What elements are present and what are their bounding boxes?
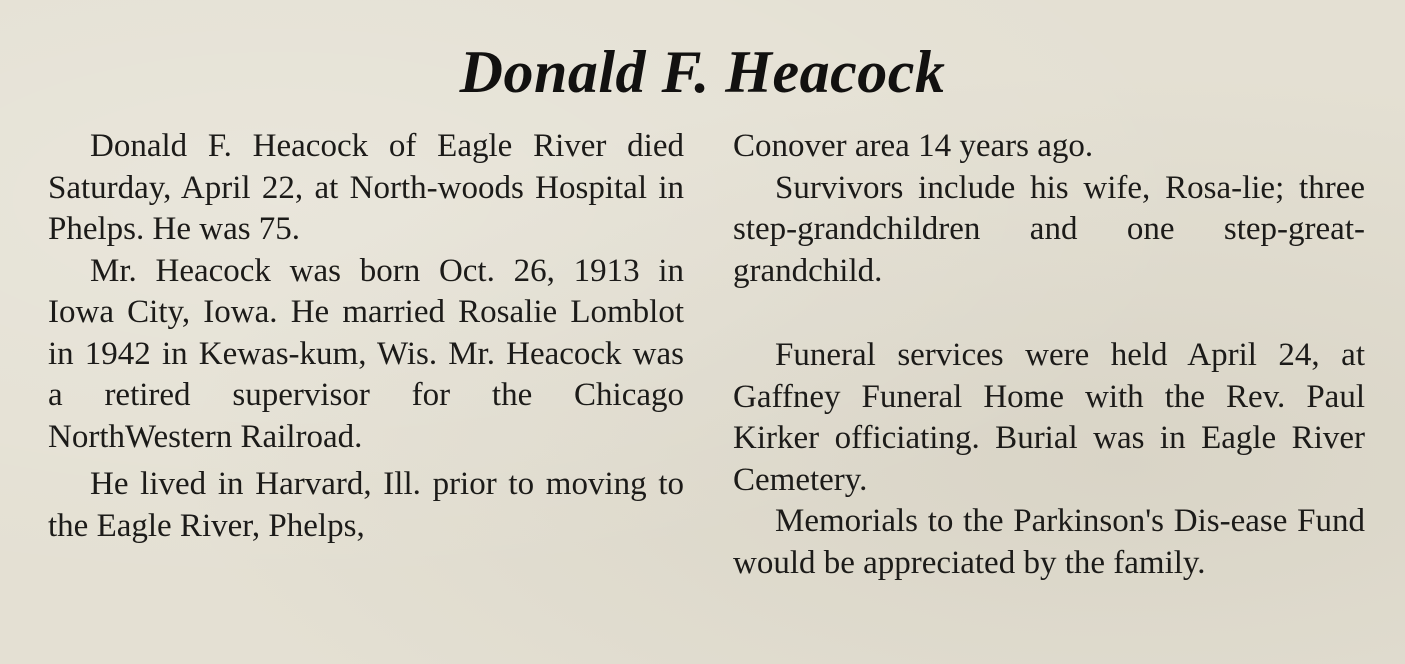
right-column	[733, 126, 1365, 584]
paragraph-death-notice: Donald F. Heacock of Eagle River died Saturday, April 22, at North-woods Hospital in Phelps. He was 75.	[48, 128, 684, 247]
paragraph-memorials: Memorials to the Parkinson's Dis-ease Fund would be appreciated by the family.	[733, 503, 1365, 581]
obituary-title: Donald F. Heacock	[459, 39, 946, 105]
paragraph-funeral-services: Funeral services were held April 24, at Gaffney Funeral Home with the Rev. Paul Kirker officiating. Burial was in Eagle River Cemetery.	[733, 337, 1365, 498]
paragraph-survivors: Survivors include his wife, Rosa-lie; three step-grandchildren and one step-great-grandchild.	[733, 169, 1365, 289]
paragraph-residence: He lived in Harvard, Ill. prior to moving to the Eagle River, Phelps,	[48, 466, 684, 544]
paragraph-residence-continued: Conover area 14 years ago.	[733, 128, 1094, 164]
left-column	[48, 126, 684, 547]
paragraph-biography: Mr. Heacock was born Oct. 26, 1913 in Iowa City, Iowa. He married Rosalie Lomblot in 1942 in Kewas-kum, Wis. Mr. Heacock was a retired supervisor for the Chicago NorthWestern Railroad.	[48, 252, 684, 455]
